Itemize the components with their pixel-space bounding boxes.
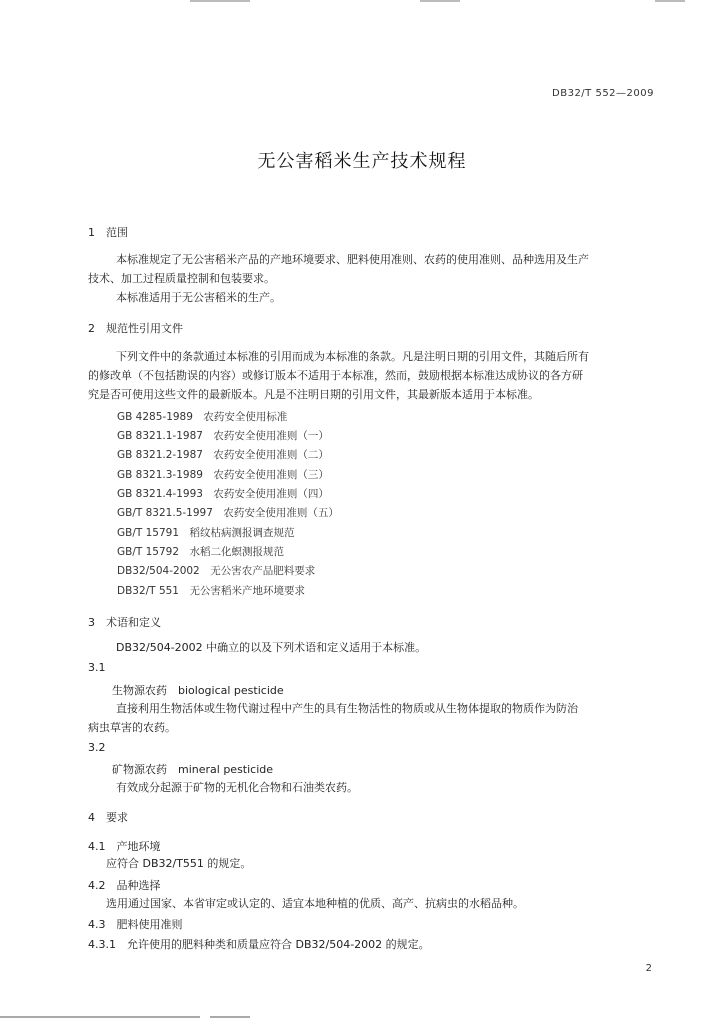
term-3-2-definition: 有效成分起源于矿物的无机化合物和石油类农药。	[116, 781, 358, 794]
reference-item: GB/T 15792 水稻二化螟测报规范	[117, 546, 285, 558]
section-1-para-1-line-2: 技术、加工过程质量控制和包装要求。	[88, 272, 275, 285]
term-3-2-number: 3.2	[88, 741, 106, 754]
subsection-4-2-text: 选用通过国家、本省审定或认定的、适宜本地种植的优质、高产、抗病虫的水稻品种。	[106, 897, 524, 910]
scan-edge-top	[0, 0, 724, 4]
section-2-para-line-2: 的修改单（不包括勘误的内容）或修订版本不适用于本标准，然而，鼓励根据本标准达成协议的各方研	[88, 369, 583, 382]
term-3-1-title: 生物源农药 biological pesticide	[112, 684, 284, 697]
reference-item: GB 8321.2-1987 农药安全使用准则（二）	[117, 449, 329, 461]
section-2-heading: 2 规范性引用文件	[88, 322, 183, 335]
section-2-para-line-1: 下列文件中的条款通过本标准的引用而成为本标准的条款。凡是注明日期的引用文件，其随后所有	[116, 350, 589, 363]
reference-item: GB 4285-1989 农药安全使用标准	[117, 411, 288, 423]
subsection-4-1-text: 应符合 DB32/T551 的规定。	[106, 857, 252, 870]
reference-item: DB32/T 551 无公害稻米产地环境要求	[117, 585, 305, 597]
subsection-4-3-heading: 4.3 肥料使用准则	[88, 918, 183, 931]
section-1-para-1-line-1: 本标准规定了无公害稻米产品的产地环境要求、肥料使用准则、农药的使用准则、品种选用及生产	[116, 253, 589, 266]
term-3-2-title: 矿物源农药 mineral pesticide	[112, 763, 274, 776]
term-3-1-definition-line-1: 直接利用生物活体或生物代谢过程中产生的具有生物活性的物质或从生物体提取的物质作为防治	[116, 702, 578, 715]
subsection-4-3-1-text: 4.3.1 允许使用的肥料种类和质量应符合 DB32/504-2002 的规定。	[88, 938, 430, 951]
section-2-para-line-3: 究是否可使用这些文件的最新版本。凡是不注明日期的引用文件，其最新版本适用于本标准。	[88, 388, 539, 401]
reference-item: GB 8321.3-1989 农药安全使用准则（三）	[117, 469, 329, 481]
section-4-heading: 4 要求	[88, 811, 128, 824]
document-code: DB32/T 552—2009	[552, 88, 654, 99]
section-1-heading: 1 范围	[88, 226, 128, 239]
reference-item: GB/T 15791 稻纹枯病测报调查规范	[117, 527, 295, 539]
term-3-1-definition-line-2: 病虫草害的农药。	[88, 721, 176, 734]
page-number: 2	[645, 963, 652, 974]
reference-item: GB/T 8321.5-1997 农药安全使用准则（五）	[117, 507, 339, 519]
section-3-heading: 3 术语和定义	[88, 616, 161, 629]
subsection-4-1-heading: 4.1 产地环境	[88, 840, 161, 853]
reference-item: DB32/504-2002 无公害农产品肥料要求	[117, 565, 316, 577]
section-1-para-2: 本标准适用于无公害稻米的生产。	[116, 291, 281, 304]
reference-item: GB 8321.4-1993 农药安全使用准则（四）	[117, 488, 329, 500]
subsection-4-2-heading: 4.2 品种选择	[88, 879, 161, 892]
scan-edge-bottom	[0, 1016, 724, 1020]
section-3-intro: DB32/504-2002 中确立的以及下列术语和定义适用于本标准。	[116, 641, 427, 654]
term-3-1-number: 3.1	[88, 661, 106, 674]
reference-item: GB 8321.1-1987 农药安全使用准则（一）	[117, 430, 329, 442]
document-title: 无公害稻米生产技术规程	[257, 151, 467, 172]
